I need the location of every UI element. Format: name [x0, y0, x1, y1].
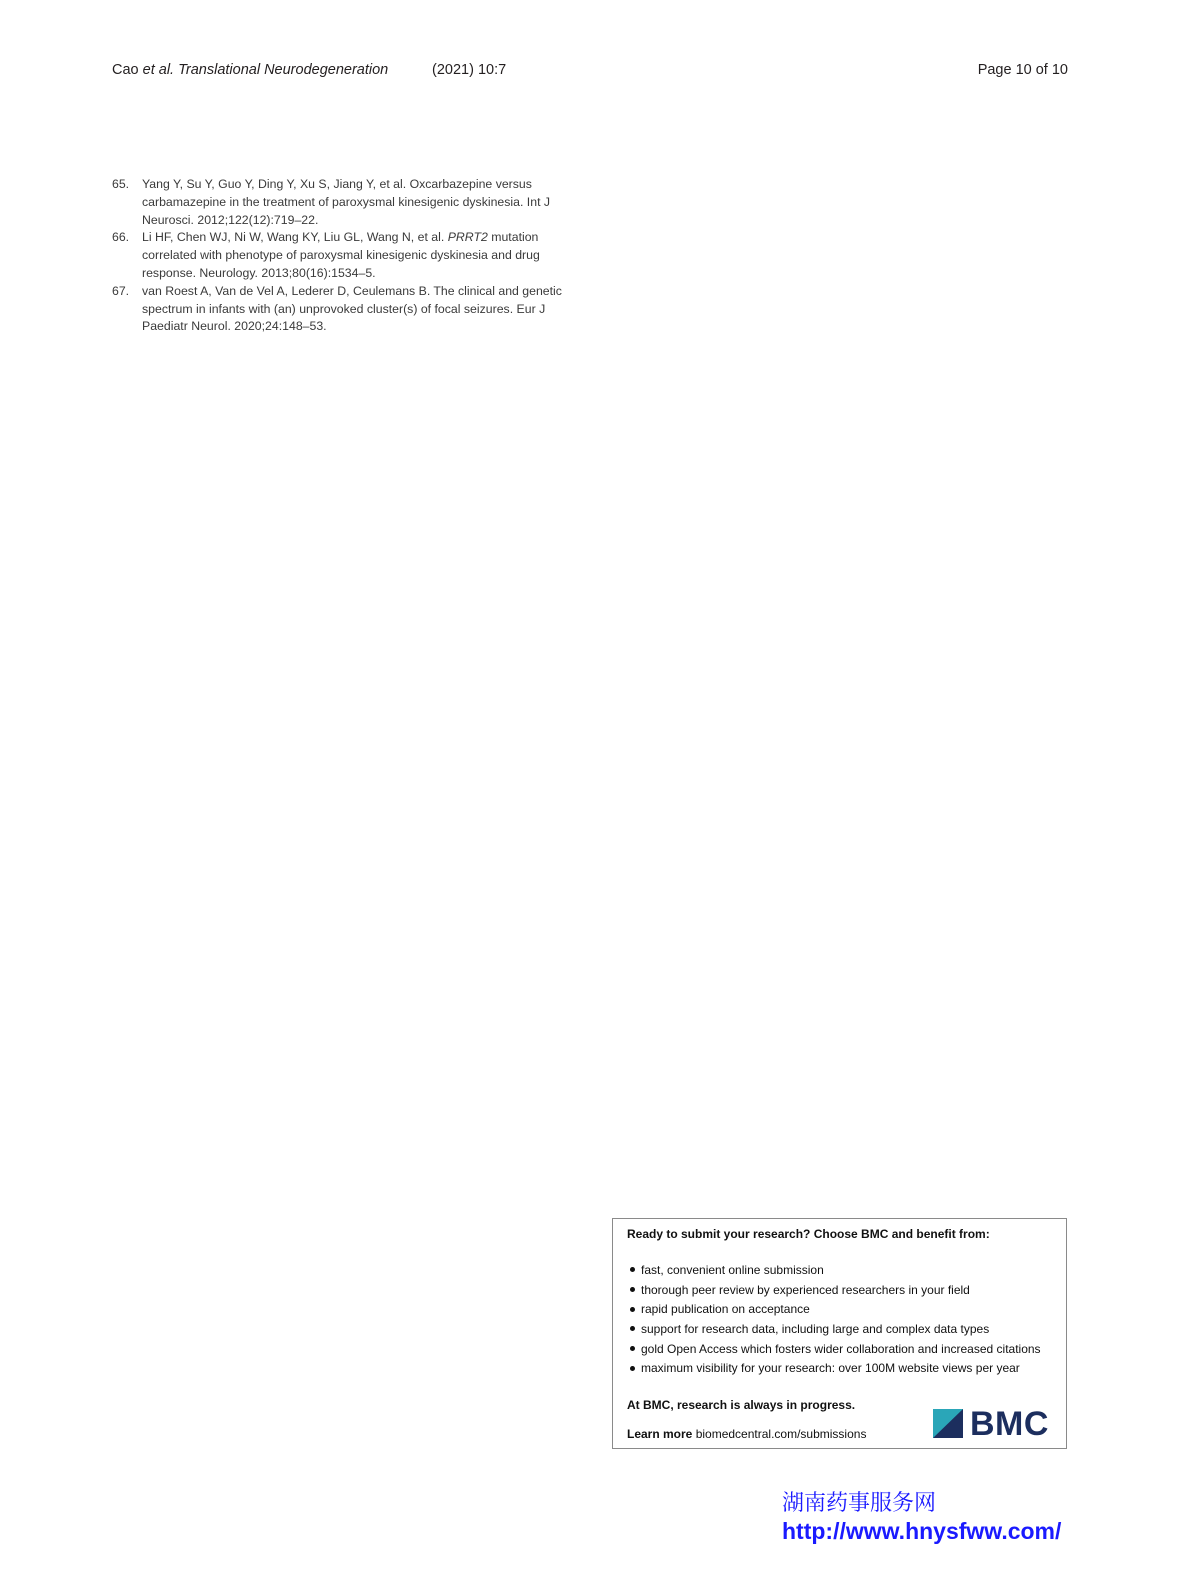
reference-number: 67.: [112, 283, 130, 298]
running-header: [112, 62, 1068, 84]
watermark-chinese: 湖南药事服务网: [782, 1491, 937, 1516]
reference-item: [112, 176, 577, 229]
benefit-item: [627, 1320, 1041, 1340]
benefit-text: maximum visibility for your research: over 100M website views per year: [641, 1361, 1020, 1376]
reference-list: [112, 176, 577, 336]
page-number: Page 10 of 10: [977, 62, 1068, 78]
benefit-text: thorough peer review by experienced researchers in your field: [641, 1282, 970, 1297]
bmc-box-title: Ready to submit your research? Choose BMC and benefit from:: [627, 1227, 990, 1241]
learn-more: [627, 1427, 866, 1441]
benefit-text: support for research data, including large and complex data types: [641, 1322, 990, 1337]
volume-citation: (2021) 10:7: [432, 62, 507, 78]
reference-text-post: mutation correlated with phenotype of paroxysmal kinesigenic dyskinesia and drug response. Neurology. 2013;80(16):1534–5.: [142, 230, 540, 280]
submission-link[interactable]: biomedcentral.com/submissions: [695, 1427, 867, 1441]
bmc-submission-box: [612, 1218, 1067, 1449]
reference-text: Yang Y, Su Y, Guo Y, Ding Y, Xu S, Jiang Y, et al. Oxcarbazepine versus carbamazepine in the treatment of paroxysmal kinesigenic dyskinesia. Int J Neurosci. 2012;122(12):719–22.: [142, 177, 551, 227]
bmc-tagline: At BMC, research is always in progress.: [627, 1398, 856, 1412]
benefit-item: [627, 1261, 1041, 1281]
bullet-icon: [630, 1366, 635, 1371]
bmc-logo: [933, 1405, 1055, 1443]
watermark-url[interactable]: http://www.hnysfww.com/: [782, 1518, 1062, 1544]
bullet-icon: [630, 1287, 635, 1292]
bullet-icon: [630, 1326, 635, 1331]
author-suffix: et al.: [142, 62, 175, 78]
reference-number: 66.: [112, 230, 130, 245]
reference-text: van Roest A, Van de Vel A, Lederer D, Ceulemans B. The clinical and genetic spectrum in infants with (an) unprovoked cluster(s) of focal seizures. Eur J Paediatr Neurol. 2020;24:148–53.: [142, 283, 562, 334]
benefit-text: gold Open Access which fosters wider collaboration and increased citations: [641, 1341, 1041, 1356]
bmc-logo-icon: [933, 1409, 963, 1438]
benefit-item: [627, 1340, 1041, 1360]
learn-more-label: Learn more: [627, 1427, 693, 1441]
watermark: [782, 1490, 1061, 1544]
journal-citation: [112, 62, 388, 78]
benefit-text: rapid publication on acceptance: [641, 1302, 810, 1317]
reference-text-pre: Li HF, Chen WJ, Ni W, Wang KY, Liu GL, Wang N, et al.: [142, 230, 448, 245]
bullet-icon: [630, 1307, 635, 1312]
bullet-icon: [630, 1346, 635, 1351]
reference-item: [112, 283, 577, 336]
benefit-list: [627, 1261, 1041, 1379]
reference-text: [142, 230, 540, 280]
reference-number: 65.: [112, 177, 130, 191]
journal-name: Translational Neurodegeneration: [178, 62, 389, 78]
author-name: Cao: [112, 62, 139, 78]
benefit-item: [627, 1281, 1041, 1301]
bmc-logo-text: BMC: [970, 1405, 1049, 1443]
benefit-text: fast, convenient online submission: [641, 1263, 824, 1277]
gene-name: PRRT2: [447, 230, 488, 245]
bullet-icon: [630, 1267, 635, 1272]
benefit-item: [627, 1300, 1041, 1320]
reference-item: [112, 229, 577, 282]
benefit-item: [627, 1359, 1041, 1379]
